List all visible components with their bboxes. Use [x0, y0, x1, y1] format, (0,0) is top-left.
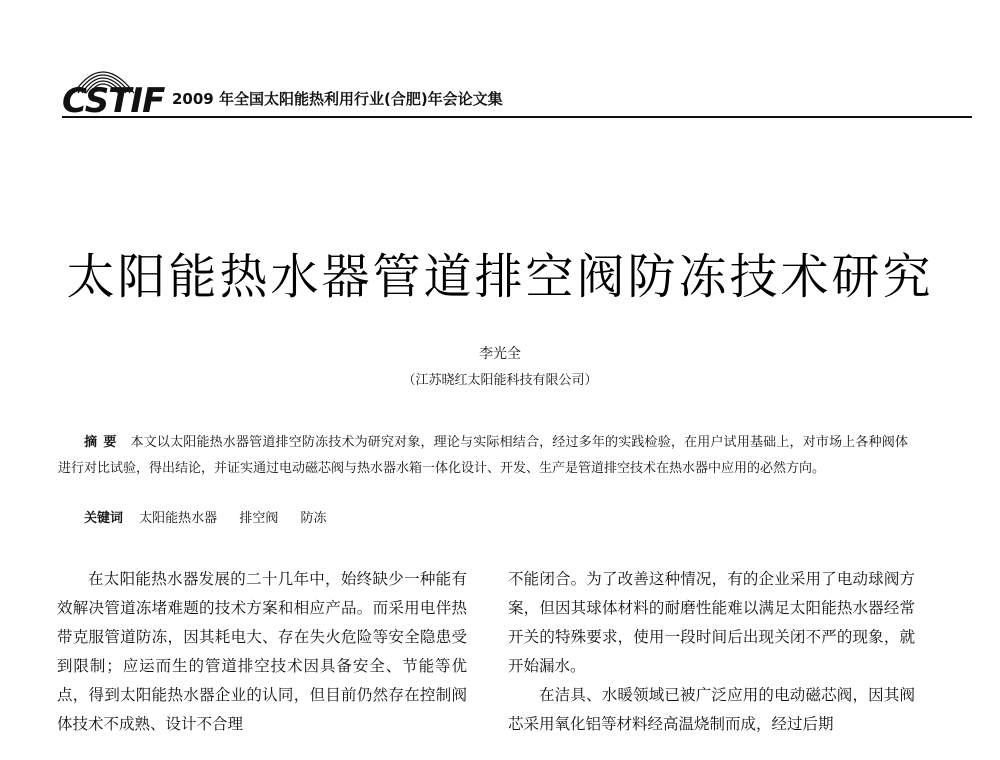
logo-wordmark: CSTIF [62, 81, 165, 121]
abstract-text: 本文以太阳能热水器管道排空防冻技术为研究对象，理论与实际相结合，经过多年的实践检验，在用户试用基础上，对市场上各种阀体进行对比试验，得出结论，并证实通过电动磁芯阀与热水器水箱一体化设计、开发、生产是管道排空技术在热水器中应用的必然方向。 [58, 435, 908, 476]
author-name: 李光全 [479, 346, 521, 362]
keywords-label: 关键词 [84, 511, 124, 526]
body-paragraph: 在太阳能热水器发展的二十几年中，始终缺少一种能有效解决管道冻堵难题的技术方案和相应产品。而采用电伴热带克服管道防冻，因其耗电大、存在失火危险等安全隐患受到限制；应运而生的管道排空技术因具备安全、节能等优点，得到太阳能热水器企业的认同，但目前仍然存在控制阀体技术不成熟、设计不合理 [57, 570, 467, 733]
body-right-column [508, 565, 915, 739]
body-left-column [57, 565, 467, 739]
abstract [58, 430, 908, 482]
keyword: 排空阀 [239, 511, 279, 526]
keywords-line [84, 507, 344, 526]
body-paragraph: 在洁具、水暖领域已被广泛应用的电动磁芯阀，因其阀芯采用氧化铝等材料经高温烧制而成，经过后期 [508, 686, 915, 733]
abstract-label: 摘要 [84, 435, 123, 450]
author-affiliation: （江苏晓红太阳能科技有限公司） [402, 373, 598, 388]
keyword: 防冻 [300, 511, 327, 526]
body-paragraph: 不能闭合。为了改善这种情况，有的企业采用了电动球阀方案，但因其球体材料的耐磨性能难以满足太阳能热水器经常开关的特殊要求，使用一段时间后出现关闭不严的现象，就开始漏水。 [508, 570, 915, 675]
paper-title: 太阳能热水器管道排空阀防冻技术研究 [66, 249, 934, 305]
conference-title: 2009 年全国太阳能热利用行业(合肥)年会论文集 [172, 90, 503, 108]
keyword: 太阳能热水器 [139, 511, 218, 526]
header-rule [62, 116, 972, 118]
